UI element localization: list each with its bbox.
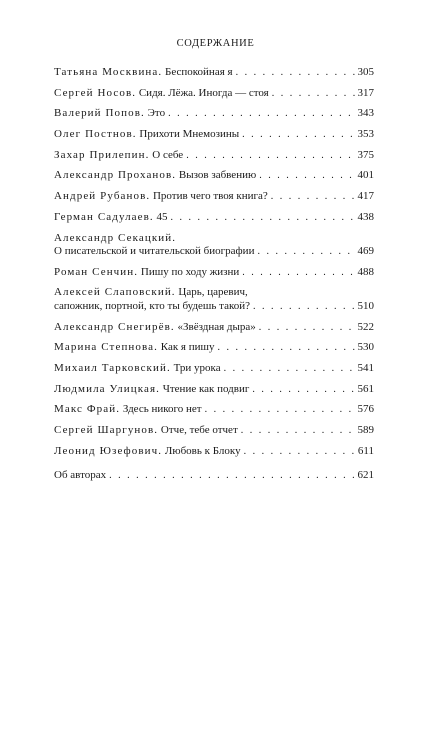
entry-author: Герман Садулаев. <box>54 210 154 223</box>
entry-title: Как я пишу <box>160 341 215 354</box>
toc-entry <box>54 232 374 259</box>
leader-dots <box>244 445 355 459</box>
leader-dots <box>242 266 354 280</box>
toc-entry <box>54 87 374 101</box>
toc-entry <box>54 383 374 397</box>
entry-author: Алексей Слаповский. <box>54 286 176 299</box>
entry-title: Прихоти Мнемозины <box>139 128 240 141</box>
entry-title: О себе <box>152 148 184 161</box>
entry-author: Михаил Тарковский. <box>54 361 171 374</box>
entry-title: Любовь к Блоку <box>164 444 241 457</box>
entry-page: 488 <box>357 265 374 278</box>
entry-page: 530 <box>357 341 374 354</box>
entry-page: 469 <box>357 245 374 257</box>
leader-dots <box>224 362 355 376</box>
leader-dots <box>186 149 354 163</box>
toc-entry <box>54 362 374 376</box>
entry-author: Леонид Юзефович. <box>54 444 163 457</box>
entry-author: Макс Фрай. <box>54 403 121 416</box>
entry-page: 589 <box>357 424 374 436</box>
leader-dots <box>168 107 354 121</box>
leader-dots <box>171 211 355 225</box>
entry-author: Захар Прилепин. <box>54 148 150 161</box>
entry-page: 561 <box>357 382 374 395</box>
entry-page: 510 <box>357 299 374 312</box>
leader-dots <box>253 300 354 314</box>
leader-dots <box>271 190 355 204</box>
entry-title: 45 <box>156 210 168 223</box>
entry-title: Пишу по ходу жизни <box>140 265 240 278</box>
entry-title: Вызов забвению <box>178 169 257 182</box>
entry-title: Три урока <box>173 361 221 374</box>
toc-entry <box>54 149 374 163</box>
toc-entry <box>54 266 374 280</box>
leader-dots <box>236 66 355 80</box>
leader-dots <box>218 341 355 355</box>
entry-author: Сергей Носов. <box>54 86 137 99</box>
leader-dots <box>259 169 354 183</box>
entry-page: 375 <box>357 148 374 161</box>
entry-page: 317 <box>357 86 374 99</box>
entry-page: 401 <box>357 169 374 182</box>
entry-title: Это <box>147 107 166 120</box>
toc-entry <box>54 190 374 204</box>
entry-author: Александр Снегирёв. <box>54 320 175 333</box>
entry-page: 417 <box>357 190 374 203</box>
entry-author: Олег Постнов. <box>54 128 137 141</box>
entry-title: Беспокойная я <box>165 66 233 78</box>
entry-author: Татьяна Москвина. <box>54 66 163 78</box>
entry-title-continued: сапожник, портной, кто ты будешь такой? <box>54 299 251 312</box>
entry-author: Людмила Улицкая. <box>54 382 160 395</box>
entry-page: 576 <box>357 403 374 416</box>
entry-title: Против чего твоя книга? <box>152 190 268 203</box>
leader-dots <box>252 383 354 397</box>
entry-title: Об авторах <box>54 469 107 482</box>
toc-entry <box>54 424 374 438</box>
entry-title: Чтение как подвиг <box>162 382 250 395</box>
entry-title: О писательской и читательской биографии <box>54 245 255 257</box>
entry-title: «Звёздная дыра» <box>177 320 256 333</box>
toc-entry <box>54 286 374 313</box>
toc-entry <box>54 321 374 335</box>
entry-page: 541 <box>357 361 374 374</box>
entry-title: Отче, тебе отчет <box>160 424 238 436</box>
toc-entry <box>54 169 374 183</box>
leader-dots <box>257 245 354 259</box>
entry-author: Роман Сенчин. <box>54 265 139 278</box>
entry-page: 305 <box>357 66 374 78</box>
toc-entry <box>54 66 374 80</box>
leader-dots <box>259 321 355 335</box>
entry-author: Александр Проханов. <box>54 169 177 182</box>
toc-entry <box>54 341 374 355</box>
entry-author: Сергей Шаргунов. <box>54 424 159 436</box>
leader-dots <box>272 87 355 101</box>
entry-page: 611 <box>357 444 374 457</box>
toc-heading: СОДЕРЖАНИЕ <box>176 38 255 49</box>
entry-author: Андрей Рубанов. <box>54 190 151 203</box>
entry-author: Александр Секацкий. <box>54 231 177 244</box>
leader-dots <box>205 403 355 417</box>
entry-author: Марина Степнова. <box>54 341 159 354</box>
entry-title: Сидя. Лёжа. Иногда — стоя <box>138 86 269 99</box>
entry-page: 353 <box>357 128 374 141</box>
toc-list <box>54 66 374 490</box>
toc-entry <box>54 211 374 225</box>
leader-dots <box>109 469 354 483</box>
leader-dots <box>242 128 354 142</box>
toc-entry <box>54 107 374 121</box>
toc-entry <box>54 445 374 459</box>
entry-page: 621 <box>357 469 374 482</box>
entry-title: Царь, царевич, <box>178 286 248 299</box>
entry-page: 343 <box>357 107 374 120</box>
toc-entry <box>54 403 374 417</box>
toc-entry-about <box>54 469 374 483</box>
entry-page: 522 <box>357 320 374 333</box>
entry-page: 438 <box>357 210 374 223</box>
toc-entry <box>54 128 374 142</box>
leader-dots <box>241 424 355 438</box>
entry-title: Здесь никого нет <box>122 403 202 416</box>
entry-author: Валерий Попов. <box>54 107 145 120</box>
